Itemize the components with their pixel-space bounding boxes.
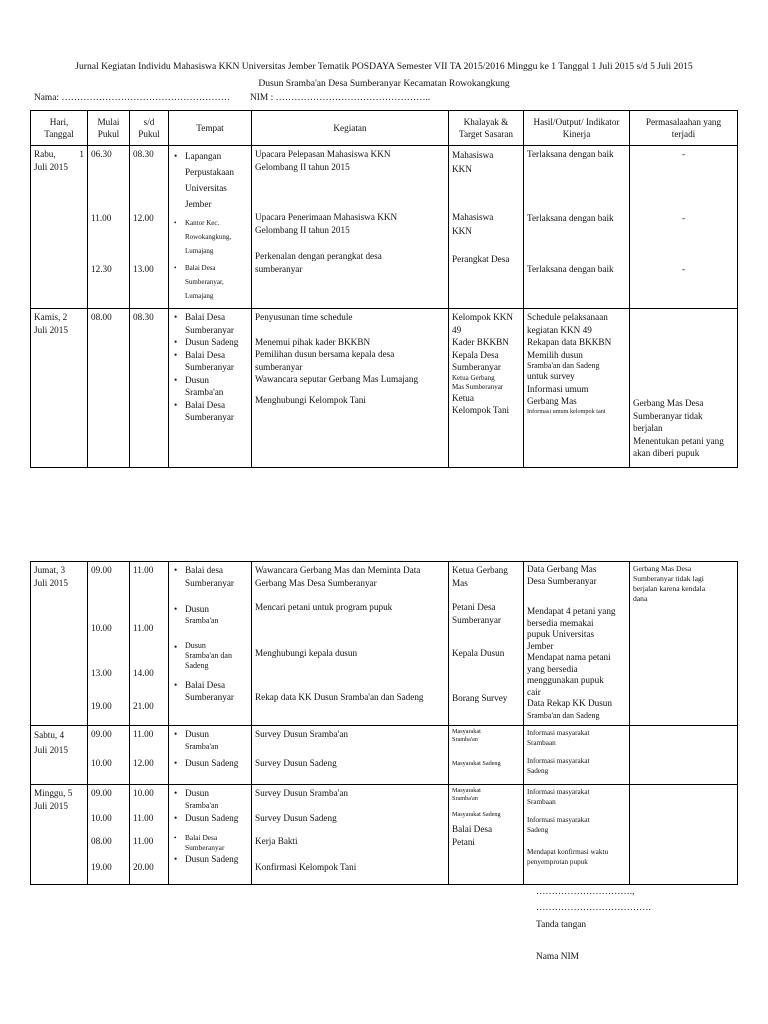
- activity-text: Upacara Pelepasan Mahasiswa KKN: [255, 149, 391, 159]
- mulai-cell: 09.00 10.00 08.00 19.00: [88, 785, 130, 885]
- identity-row: [34, 93, 431, 103]
- day-cell: Minggu, 5 Juli 2015: [31, 785, 88, 885]
- day-label: Rabu,: [34, 149, 56, 159]
- place-item: • Dusun Sramba'an dan Sadeng: [172, 641, 248, 671]
- place-item: • Balai Desa Sumberanyar: [172, 679, 248, 704]
- place-item: • Dusun Sadeng: [172, 853, 248, 866]
- table-row-rabu: [31, 146, 738, 309]
- kegiatan-cell: Survey Dusun Sramba'an Survey Dusun Sadeng Kerja Bakti Konfirmasi Kelompok Tani: [252, 785, 449, 885]
- khalayak-cell: Ketua Gerbang Mas Petani Desa Sumberanyar Kepala Dusun Borang Survey: [449, 562, 524, 726]
- time-start: 11.00: [91, 212, 112, 223]
- col-khalayak: Khalayak & Target Sasaran: [449, 111, 524, 146]
- place-item: • Balai Desa Sumberanyar: [172, 311, 248, 336]
- table-row-sabtu: [31, 726, 738, 785]
- mulai-cell: 08.00: [88, 309, 130, 468]
- activity-text: Gelombang II tahun 2015: [255, 161, 350, 172]
- masalah-cell: [630, 726, 738, 785]
- signature-name-nim: Nama NIM: [536, 952, 579, 962]
- tempat-cell: [169, 146, 252, 309]
- nim-field: NIM : …………………………………………..: [250, 93, 431, 103]
- place-item: • Balai Desa Sumberanyar, Lumajang: [172, 261, 248, 303]
- sd-cell: 10.00 11.00 11.00 20.00: [130, 785, 169, 885]
- activity-text: sumberanyar: [255, 263, 303, 274]
- mulai-cell: 09.00 10.00: [88, 726, 130, 785]
- day-date: Juli 2015: [34, 161, 68, 172]
- place-item: • Dusun Sramba'an: [172, 374, 248, 399]
- hasil-cell: Data Gerbang Mas Desa Sumberanyar Mendapat 4 petani yang bersedia memakai pupuk Universitas Jember Mendapat nama petani yang bersedia menggunakan pupuk cair Data Rekap KK Dusun Sramba'an dan Sadeng: [524, 562, 630, 726]
- time-end: 12.00: [133, 212, 154, 223]
- place-item: • Balai Desa Sumberanyar: [172, 399, 248, 424]
- col-tempat: Tempat: [169, 111, 252, 146]
- journal-title: Jurnal Kegiatan Individu Mahasiswa KKN Universitas Jember Tematik POSDAYA Semester VII TA 2015/2016 Minggu ke 1 Tanggal 1 Juli 2015 s/d 5 Juli 2015: [75, 61, 693, 72]
- col-masalah: Permasalaahan yang terjadi: [630, 111, 738, 146]
- journal-subtitle: Dusun Sramba'an Desa Sumberanyar Kecamatan Rowokangkung: [258, 78, 510, 89]
- place-item: • Dusun Sadeng: [172, 757, 248, 770]
- col-hari: Hari, Tanggal: [31, 111, 88, 146]
- masalah-cell: Gerbang Mas Desa Sumberanyar tidak lagi berjalan karena kendala dana: [630, 562, 738, 726]
- time-start: 12.30: [91, 264, 112, 274]
- place-item: • Dusun Sramba'an: [172, 728, 248, 753]
- col-sd: s/d Pukul: [130, 111, 169, 146]
- place-item: • Dusun Sadeng: [172, 812, 248, 825]
- table-row-jumat: [31, 562, 738, 726]
- day-cell: Sabtu, 4 Juli 2015: [31, 726, 88, 785]
- masalah-cell: [630, 785, 738, 885]
- day-cell: [31, 146, 88, 309]
- table-row-minggu: [31, 785, 738, 885]
- place-item: • Dusun Sramba'an: [172, 787, 248, 812]
- table-row-kamis: [31, 309, 738, 468]
- place-item: • Balai desa Sumberanyar: [172, 564, 248, 589]
- tempat-cell: [169, 726, 252, 785]
- activity-text: Gelombang II tahun 2015: [255, 224, 350, 235]
- hasil-cell: Terlaksana dengan baik Terlaksana dengan baik Terlaksana dengan baik: [524, 146, 630, 309]
- khalayak-cell: Masyarakat Sramba'an Masyarakat Sadeng Balai Desa Petani: [449, 785, 524, 885]
- kegiatan-cell: Wawancara Gerbang Mas dan Meminta Data Gerbang Mas Desa Sumberanyar Mencari petani untuk program pupuk Menghubungi kepala dusun Rekap data KK Dusun Sramba'an dan Sadeng: [252, 562, 449, 726]
- col-mulai: Mulai Pukul: [88, 111, 130, 146]
- time-end: 08.30: [133, 149, 154, 159]
- nama-field: Nama: ………………………………………………: [34, 93, 231, 103]
- tempat-cell: [169, 785, 252, 885]
- khalayak-cell: Kelompok KKN 49 Kader BKKBN Kepala Desa Sumberanyar Ketua Gerbang Mas Sumberanyar Ketua Kelompok Tani: [449, 309, 524, 468]
- masalah-cell: Gerbang Mas Desa Sumberanyar tidak berjalan Menentukan petani yang akan diberi pupuk: [630, 309, 738, 468]
- signature-label: Tanda tangan: [536, 920, 587, 930]
- tempat-cell: [169, 562, 252, 726]
- activity-text: Perkenalan dengan perangkat desa: [255, 251, 382, 261]
- signature-place-date: ………………………….,: [536, 887, 635, 897]
- place-item: • Dusun Sramba'an: [172, 603, 248, 625]
- time-end: 13.00: [133, 264, 154, 274]
- tempat-cell: [169, 309, 252, 468]
- time-start: 06.30: [91, 149, 112, 159]
- place-item: • Kantor Kec. Rowokangkung, Lumajang: [172, 216, 248, 258]
- sd-cell: 08.30: [130, 309, 169, 468]
- khalayak-cell: Masyarakat Sramba'an Masyarakat Sadeng: [449, 726, 524, 785]
- place-item: • Dusun Sadeng: [172, 336, 248, 349]
- day-cell: Kamis, 2 Juli 2015: [31, 309, 88, 468]
- kegiatan-cell: Penyusunan time schedule Menemui pihak kader BKKBN Pemilihan dusun bersama kepala desa sumberanyar Wawancara seputar Gerbang Mas Lumajang Menghubungi Kelompok Tani: [252, 309, 449, 468]
- kegiatan-cell: [252, 146, 449, 309]
- mulai-cell: [88, 146, 130, 309]
- mulai-cell: 09.00 10.00 13.00 19.00: [88, 562, 130, 726]
- kegiatan-cell: Survey Dusun Sramba'an Survey Dusun Sadeng: [252, 726, 449, 785]
- journal-table-2: [30, 561, 738, 885]
- place-item: • Balai Desa Sumberanyar: [172, 349, 248, 374]
- place-item: • Balai Desa Sumberanyar: [172, 833, 248, 853]
- col-kegiatan: Kegiatan: [252, 111, 449, 146]
- khalayak-cell: Mahasiswa KKN Mahasiswa KKN Perangkat Desa: [449, 146, 524, 309]
- col-hasil: Hasil/Output/ Indikator Kinerja: [524, 111, 630, 146]
- signature-date-line: ……………………………….: [536, 903, 651, 913]
- hasil-cell: Informasi masyarakat Srambaan Informasi masyarakat Sadeng Mendapat konfirmasi waktu penyemprotan pupuk: [524, 785, 630, 885]
- sd-cell: 11.00 12.00: [130, 726, 169, 785]
- journal-table-1: [30, 110, 738, 468]
- sd-cell: 11.00 11.00 14.00 21.00: [130, 562, 169, 726]
- day-number: 1: [79, 149, 84, 159]
- sd-cell: [130, 146, 169, 309]
- activity-text: Upacara Penerimaan Mahasiswa KKN: [255, 212, 398, 222]
- day-cell: Jumat, 3 Juli 2015: [31, 562, 88, 726]
- header-row: [31, 111, 738, 146]
- masalah-cell: - - -: [630, 146, 738, 309]
- hasil-cell: Informasi masyarakat Srambaan Informasi masyarakat Sadeng: [524, 726, 630, 785]
- hasil-cell: Schedule pelaksanaan kegiatan KKN 49 Rekapan data BKKBN Memilih dusun Sramba'an dan Sadeng untuk survey Informasi umum Gerbang Mas Informasi umum kelompok tani: [524, 309, 630, 468]
- place-item: • Lapangan Perpustakaan Universitas Jember: [172, 148, 248, 212]
